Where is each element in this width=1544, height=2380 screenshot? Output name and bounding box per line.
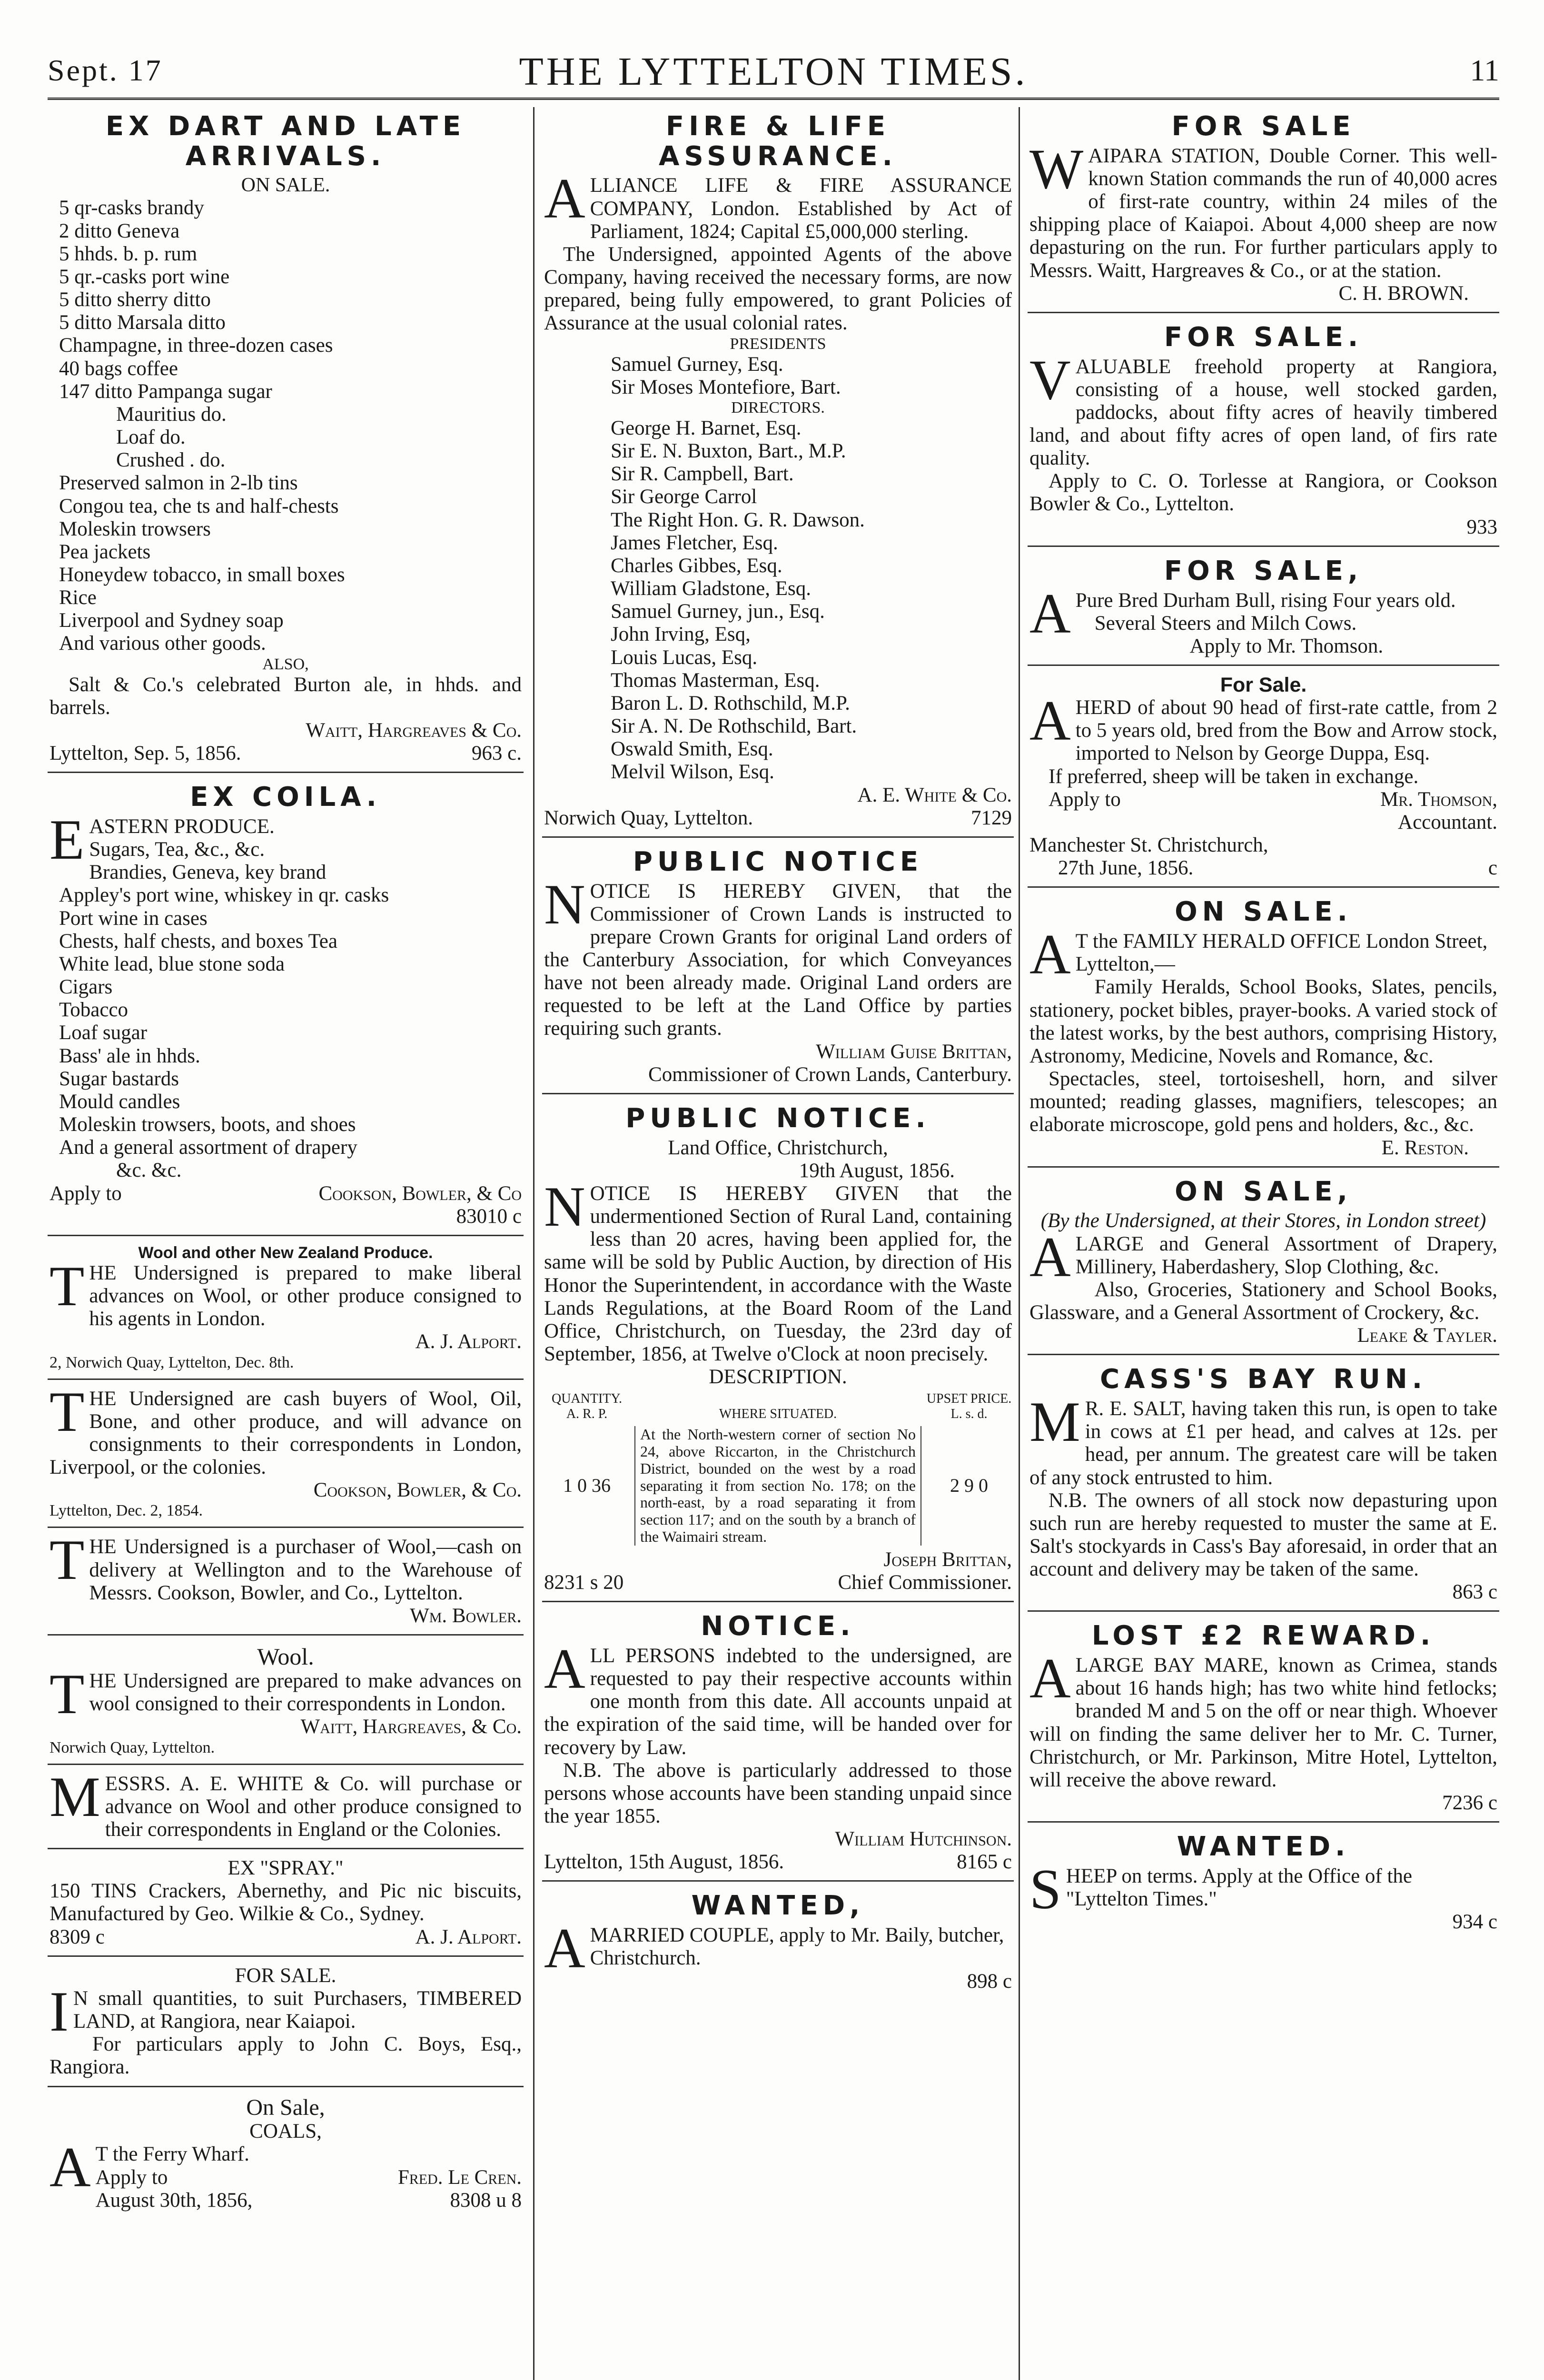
table-header [926,1391,1012,1421]
ad-signer: William Hutchinson. [835,1828,1012,1851]
list-item: Samuel Gurney, Esq. [611,353,783,376]
list-item: Congou tea, che ts and half-chests [59,495,339,517]
list-item: Rice [59,586,97,609]
list-item: Liverpool and Sydney soap [59,609,284,632]
list-item: Oswald Smith, Esq. [611,738,773,761]
ad-place: Land Office, Christchurch, [668,1136,888,1159]
place-date: Lyttelton, 15th August, 1856. [544,1851,784,1874]
ad-heading: Wool. [257,1643,314,1670]
ad-subheading: COALS, [249,2120,322,2143]
ad-signer: Fred. Le Cren. [397,2166,522,2189]
list-item: 2 ditto Geneva [59,219,180,242]
ad-ref: 898 c [967,1970,1012,1993]
ad-heading: Wool and other New Zealand Produce. [138,1243,433,1262]
ad-ref: 7236 c [1442,1792,1497,1815]
list-item: Sir George Carrol [611,486,757,508]
ad-lost-reward [1028,1616,1499,1823]
list-item: And various other goods. [59,632,266,655]
ad-subheading: ON SALE. [241,174,330,197]
list-item: Tobacco [59,999,129,1021]
ad-heading: FIRE & LIFE ASSURANCE. [659,111,897,172]
ad-signer: William Guise Brittan, [816,1040,1012,1063]
list-item: Honeydew tobacco, in small boxes [59,563,345,586]
ad-footer [96,2189,522,2212]
ad-footer [49,1926,522,1949]
list-item: 5 qr.-casks port wine [59,265,230,288]
ad-ex-dart [48,107,524,773]
ad-heading: CASS'S BAY RUN. [1099,1364,1427,1395]
land-table [544,1391,1012,1546]
ad-footer [49,742,522,765]
ad-signer: Mr. Thomson, [1380,788,1497,811]
ad-signer: A. J. Alport. [415,1925,522,1948]
ad-heading: EX DART AND LATE ARRIVALS. [105,111,466,172]
ad-address: Norwich Quay, Lyttelton. [544,806,753,829]
ad-footer [96,2166,522,2189]
list-item: 5 qr-casks brandy [59,197,204,219]
ad-text: THE Undersigned is prepared to make liberal advances on Wool, or other produce consigned to his agents in London. [49,1254,522,1330]
ad-signer-title: Commissioner of Crown Lands, Canterbury. [648,1063,1012,1086]
ad-signer: A. E. White & Co. [857,783,1012,806]
ad-sheep-wanted [1028,1827,1499,1940]
ad-cattle [1028,671,1499,888]
table-cell-qty: 1 0 36 [563,1475,611,1497]
ad-text: Several Steers and Milch Cows. [1094,612,1357,635]
ad-text: ALLIANCE LIFE & FIRE ASSURANCE COMPANY, London. Established by Act of Parliament, 1824; Capital £5,000,000 sterling. [544,167,1012,243]
column-2 [533,107,1014,2380]
ad-ref: 934 c [1452,1911,1497,1934]
ad-public-notice-1 [542,843,1014,1094]
list-item: Sir E. N. Buxton, Bart., M.P. [611,440,846,463]
list-item: Sugars, Tea, &c., &c. [89,838,265,861]
ad-heading: FOR SALE [1171,111,1356,142]
ad-text: AT the FAMILY HERALD OFFICE London Street, Lyttelton,— [1029,922,1488,986]
ad-address: Norwich Quay, Lyttelton. [49,1738,215,1756]
ad-text: APure Bred Durham Bull, rising Four years old. [1029,581,1456,645]
ad-text: AT the Ferry Wharf. [49,2135,249,2199]
place-date: Lyttelton, Sep. 5, 1856. [49,742,241,765]
ad-footer [49,1182,522,1205]
directors-label: DIRECTORS. [731,398,825,416]
col-qty-units: A. R. P. [566,1406,608,1421]
ad-text: THE Undersigned are prepared to make advances on wool consigned to their correspondents in London. [49,1662,522,1726]
ad-wool-nz [48,1241,524,1380]
presidents-list [544,353,1012,399]
col-qty-label: QUANTITY. [551,1391,623,1407]
ad-text: WAIPARA STATION, Double Corner. This well-known Station commands the run of 40,000 acres of first-rate country, within 24 miles of the shipping place of Kaiapoi. About 4,000 sheep are now depasturing on the run. For further particulars apply to Messrs. Waitt, Hargreaves & Co., or at the station. [1029,137,1497,282]
ad-footer [544,1851,1012,1874]
ad-coals [48,2092,524,2219]
ad-cash-buyers [48,1379,524,1528]
ad-footer [1029,857,1497,880]
also-label: ALSO, [262,655,309,673]
list-item: Chests, half chests, and boxes Tea [59,930,337,952]
list-item: Moleskin trowsers, boots, and shoes [59,1113,356,1136]
list-item: 5 ditto sherry ditto [59,288,211,311]
list-item: Pea jackets [59,540,151,563]
list-item: Melvil Wilson, Esq. [611,761,774,783]
list-item: Cigars [59,976,113,999]
ad-footer [544,1571,1012,1594]
presidents-label: PRESIDENTS [730,335,826,353]
col-price-units: L. s. d. [950,1406,988,1421]
ad-text: IN small quantities, to suit Purchasers, TIMBERED LAND, at Rangiora, near Kaiapoi. [49,1979,522,2043]
ad-purchaser [48,1528,524,1636]
list-item: Sir Moses Montefiore, Bart. [611,376,841,398]
ad-text: NOTICE IS HEREBY GIVEN that the undermentioned Section of Rural Land, containing less than 20 acres, having been applied for, the same will be sold by Public Auction, by direction of His Honor the Superintendent, in accordance with the Waste Lands Regulations, at the Board Room of the Land Office, Christchurch, on Tuesday, the 23rd day of September, 1856, at Twelve o'Clock at noon precisely. [544,1174,1012,1366]
directors-list [544,417,1012,784]
ad-text: AHERD of about 90 head of first-rate cattle, from 2 to 5 years old, bred from the Bow and Arrow stock, imported to Nelson by George Duppa, Esq. [1029,689,1497,765]
list-item: Samuel Gurney, jun., Esq. [611,600,825,623]
ad-text: VALUABLE freehold property at Rangiora, consisting of a house, well stocked garden, paddocks, about fifty acres of heavily timbered land, and about fifty acres of open land, of firs rate quality. [1029,347,1497,470]
page-number: 11 [1470,53,1499,87]
ad-heading: LOST £2 REWARD. [1091,1620,1435,1652]
list-item: 5 ditto Marsala ditto [59,311,226,334]
list-item: Loaf sugar [59,1021,148,1044]
ad-lead: EASTERN PRODUCE. [49,808,275,872]
ad-heading: WANTED. [1177,1831,1350,1863]
ad-heading: EX "SPRAY." [228,1857,344,1880]
ad-wanted [542,1886,1014,1999]
apply-label: Apply to [49,1182,122,1205]
ad-ref: 8309 c [49,1925,105,1948]
table-cell-where: At the North-western corner of section No 24, above Riccarton, in the Christchurch District, bounded on the west by a road separating it from section No. 178; on the north-east, by a road separating it from section 117; and on the south by a branch of the Waimairi stream. [634,1426,921,1546]
list-item: George H. Barnet, Esq. [611,417,802,439]
ad-text: MR. E. SALT, having taken this run, is open to take in cows at £1 per head, and calves at 12s. per head, per annum. The greatest care will be taken of any stock entrusted to him. [1029,1390,1497,1489]
list-item: Loaf do. [116,426,186,449]
ad-text: AMARRIED COUPLE, apply to Mr. Baily, butcher, Christchurch. [544,1916,1004,1980]
list-item: Baron L. D. Rothschild, M.P. [611,692,850,714]
ad-cass-bay [1028,1360,1499,1612]
ad-subheading: (By the Undersigned, at their Stores, in London street) [1040,1210,1486,1232]
ad-signer: Cookson, Bowler, & Co. [313,1479,522,1502]
ad-nb: N.B. The owners of all stock now depasturing upon such run are hereby requested to muster the same at E. Salt's stockyards in Cass's Bay aforesaid, in order that an account and delivery may be taken of the same. [1029,1489,1497,1581]
ad-text: Spectacles, steel, tortoiseshell, horn, and silver mounted; reading glasses, magnifiers, telescopes; an elaborate microscope, gold pens and holders, &c., &c. [1029,1068,1497,1136]
ad-heading: For Sale. [1220,673,1307,696]
ad-signer: Waitt, Hargreaves & Co. [306,719,522,742]
list-item: Mauritius do. [116,403,227,426]
ad-durham [1028,552,1499,666]
ad-heading: ON SALE. [1175,896,1352,928]
ad-ref: 8165 c [957,1851,1012,1874]
ad-text: NOTICE IS HEREBY GIVEN, that the Commissioner of Crown Lands is instructed to prepare Crown Grants for original Land orders of the Canterbury Association, for which Conveyances have not been already made. Original Land orders are requested to be left at the Land Office by parties requiring such grants. [544,872,1012,1040]
list-item: Sugar bastards [59,1067,179,1090]
ad-ref: 933 [1466,516,1497,538]
ad-waipara [1028,107,1499,313]
description-label: DESCRIPTION. [709,1366,847,1388]
table-header [544,1391,630,1421]
ad-heading: FOR SALE, [1164,555,1363,586]
ad-date: 19th August, 1856. [799,1159,955,1182]
ad-place: Manchester St. Christchurch, [1029,834,1268,857]
list-item: Sir R. Campbell, Bart. [611,463,794,486]
ad-ref: 83010 c [456,1205,522,1228]
ad-ref: 963 c. [471,742,522,765]
ad-white [48,1765,524,1849]
ad-address: Lyttelton, Dec. 2, 1854. [49,1502,203,1520]
ad-heading: WANTED, [691,1890,865,1922]
ad-text: SHEEP on terms. Apply at the Office of the "Lyttelton Times." [1029,1857,1413,1921]
ad-signer: E. Reston. [1381,1136,1469,1159]
ad-text: THE Undersigned are cash buyers of Wool, Oil, Bone, and other produce, and will advance on consignments to their correspondents in London, Liverpool, or the colonies. [49,1379,522,1479]
ad-text: The Undersigned, appointed Agents of the above Company, having received the necessary forms, are now prepared, being fully empowered, to grant Policies of Assurance at the usual colonial rates. [544,243,1012,335]
col-where-label: WHERE SITUATED. [719,1406,837,1421]
ad-assurance [542,107,1014,838]
masthead [48,48,1499,100]
list-item: And a general assortment of drapery [59,1136,357,1159]
ad-text: Family Heralds, School Books, Slates, pencils, stationery, pocket bibles, prayer-books. A varied stock of the latest works, by the best authors, comprising History, Astronomy, Medicine, Novels and Romance, &c. [1029,976,1497,1067]
goods-list [49,838,522,1182]
ad-ref: c [1488,857,1497,880]
apply-label: Apply to [95,2166,168,2189]
ad-public-notice-2 [542,1099,1014,1602]
list-item: John Irving, Esq, [611,623,751,646]
ad-heading: ON SALE, [1175,1176,1352,1207]
ad-text: MESSRS. A. E. WHITE & Co. will purchase or advance on Wool and other produce consigned to their correspondents in England or the Colonies. [49,1765,522,1841]
ad-heading: PUBLIC NOTICE. [625,1102,930,1134]
ad-date: 27th June, 1856. [1058,857,1194,880]
ad-signer: Joseph Brittan, [883,1548,1012,1571]
ad-spray [48,1854,524,1957]
list-item: Mould candles [59,1090,180,1113]
col-price-label: UPSET PRICE. [926,1391,1012,1407]
newspaper-title: THE LYTTELTON TIMES. [519,50,1028,94]
list-item: 5 hhds. b. p. rum [59,242,198,265]
apply-label: Apply to [1049,788,1121,811]
list-item: Bass' ale in hhds. [59,1044,200,1067]
ad-text: Also, Groceries, Stationery and School Books, Glassware, and a General Assortment of Crockery, &c. [1029,1278,1497,1324]
list-item: The Right Hon. G. R. Dawson. [611,508,865,531]
ad-footer [1029,788,1497,811]
ad-ref: 8231 s 20 [544,1571,624,1594]
ad-signer-title: Accountant. [1398,811,1497,833]
list-item: Louis Lucas, Esq. [611,646,758,669]
ad-ref: 8308 u 8 [450,2189,522,2211]
ad-text: THE Undersigned is a purchaser of Wool,—cash on delivery at Wellington and to the Warehouse of Messrs. Cookson, Bowler, and Co., Lyttelton. [49,1528,522,1604]
ad-heading: NOTICE. [701,1611,855,1642]
ad-rangiora [1028,318,1499,547]
list-item: James Fletcher, Esq. [611,531,778,554]
ad-heading: PUBLIC NOTICE [633,846,923,877]
list-item: Brandies, Geneva, key brand [89,861,327,884]
list-item: Sir A. N. De Rothschild, Bart. [611,715,857,738]
list-item: Preserved salmon in 2-lb tins [59,472,298,495]
ad-drapery [1028,1172,1499,1356]
ad-signer: Leake & Tayler. [1357,1324,1497,1347]
list-item: 147 ditto Pampanga sugar [59,380,272,403]
ad-ex-coila [48,778,524,1236]
ad-signer: Waitt, Hargreaves, & Co. [300,1716,522,1738]
ad-text: Apply to C. O. Torlesse at Rangiora, or Cookson Bowler & Co., Lyttelton. [1029,470,1497,516]
ad-text: ALL PERSONS indebted to the undersigned, are requested to pay their respective accounts within one month from this date. All accounts unpaid at the expiration of the said time, will be handed over for recovery by Law. [544,1636,1012,1759]
column-3 [1019,107,1499,2380]
column-1 [48,107,524,2380]
list-item: Champagne, in three-dozen cases [59,334,333,357]
list-item: Crushed . do. [116,449,226,472]
ad-footer [544,807,1012,830]
goods-list [49,197,522,655]
ad-text: Salt & Co.'s celebrated Burton ale, in hhds. and barrels. [49,673,522,719]
ad-nb: N.B. The above is particularly addressed to those persons whose accounts have been standing unpaid since the year 1855. [544,1759,1012,1828]
list-item: Charles Gibbes, Esq. [611,554,782,577]
ad-text: ALARGE BAY MARE, known as Crimea, stands about 16 hands high; has two white hind fetlocks; branded M and 5 on the off or near thigh. Whoever will on finding the same deliver her to Mr. C. Turner, Christchurch, or Mr. Parkinson, Mitre Hotel, Lyttelton, will receive the above reward. [1029,1646,1497,1791]
ad-address: 2, Norwich Quay, Lyttelton, Dec. 8th. [49,1353,294,1371]
ad-text: ALARGE and General Assortment of Drapery, Millinery, Haberdashery, Slop Clothing, &c. [1029,1225,1497,1289]
ad-signer: C. H. BROWN. [1338,282,1469,305]
ad-signer-title: Chief Commissioner. [838,1571,1012,1594]
ad-wool [48,1640,524,1765]
list-item: White lead, blue stone soda [59,952,285,975]
ad-text: Apply to Mr. Thomson. [1189,635,1384,657]
ad-signer: Cookson, Bowler, & Co [318,1182,522,1205]
list-item: Port wine in cases [59,907,208,930]
ad-date: August 30th, 1856, [95,2189,253,2211]
ad-for-sale-land [48,1962,524,2087]
ad-signer: Wm. Bowler. [410,1604,522,1627]
ad-heading: EX COILA. [190,782,381,813]
ad-heading: FOR SALE. [235,1964,337,1987]
ad-text: For particulars apply to John C. Boys, Esq., Rangiora. [49,2033,522,2079]
ad-ref: 7129 [971,806,1012,829]
list-item: Appley's port wine, whiskey in qr. casks [59,884,389,907]
ad-family-herald [1028,892,1499,1167]
table-cell-price: 2 9 0 [950,1475,988,1497]
ad-notice [542,1607,1014,1882]
list-item: Thomas Masterman, Esq. [611,669,820,692]
ad-signer: A. J. Alport. [415,1330,522,1353]
ad-heading: FOR SALE. [1164,321,1363,353]
issue-date: Sept. 17 [48,53,163,87]
list-item: 40 bags coffee [59,357,178,380]
ad-text: If preferred, sheep will be taken in exchange. [1049,765,1419,788]
ad-text: 150 TINS Crackers, Abernethy, and Pic nic biscuits, Manufactured by Geo. Wilkie & Co., Sydney. [49,1880,522,1925]
list-item: William Gladstone, Esq. [611,577,812,600]
list-item: Moleskin trowsers [59,517,211,540]
ad-ref: 863 c [1452,1581,1497,1604]
list-item: &c. &c. [116,1159,182,1182]
ad-heading: On Sale, [246,2094,325,2120]
